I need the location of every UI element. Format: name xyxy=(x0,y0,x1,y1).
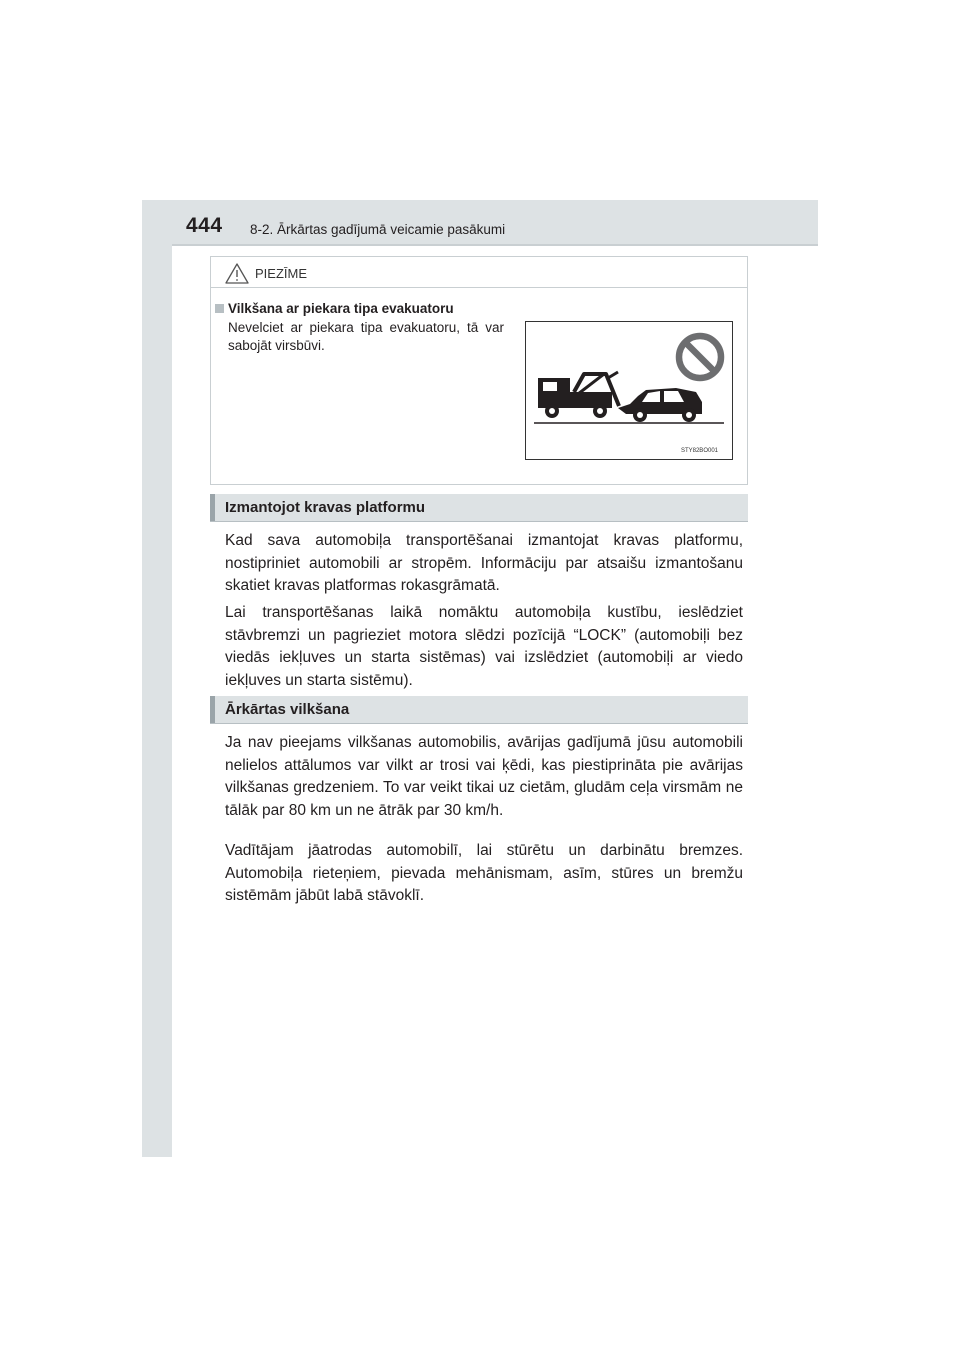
prohibited-icon xyxy=(679,336,721,378)
note-label: PIEZĪME xyxy=(255,266,308,281)
section-title: Ārkārtas vilkšana xyxy=(225,701,350,718)
section-bar xyxy=(210,494,215,521)
note-body: Nevelciet ar piekara tipa evakuatoru, tā var sabojāt virsbūvi. xyxy=(228,320,504,353)
section-bar xyxy=(210,696,215,723)
warning-triangle-icon xyxy=(225,263,249,289)
note-subtitle: Vilkšana ar piekara tipa evakuatoru xyxy=(228,301,454,316)
header-rule xyxy=(172,244,818,246)
tow-truck-icon xyxy=(538,372,619,418)
note-header xyxy=(211,257,747,288)
section-header-cargo-platform xyxy=(210,494,748,522)
car-icon xyxy=(618,388,702,422)
side-strip xyxy=(142,200,172,1157)
bullet-square xyxy=(215,304,224,313)
note-box xyxy=(210,256,748,485)
paragraph: Ja nav pieejams vilkšanas automobilis, avārijas gadījumā jūsu automobili nelielos attālumos var vilkt ar trosi vai ķēdi, kas piestiprināta pie avārijas vilkšanas gredzeniem. To var veikt tikai uz cietām, gludām ceļa virsmām ne tālāk par 80 km un ne ātrāk par 30 km/h. xyxy=(225,734,743,819)
tow-truck-figure xyxy=(525,321,733,460)
paragraph: Kad sava automobiļa transportēšanai izmantojat kravas platformu, nostipriniet automobili ar stropēm. Informāciju par atsaišu izmantošanu skatiet kravas platformas rokasgrāmatā. xyxy=(225,532,743,594)
figure-code: STY82BO001 xyxy=(680,448,718,454)
paragraph: Lai transportēšanas laikā nomāktu automobiļa kustību, ieslēdziet stāvbremzi un pagrieziet motora slēdzi pozīcijā “LOCK” (automobiļi bez viedās iekļuves un starta sistēmas) vai izslēdziet (automobiļi ar viedo iekļuves un starta sistēmu). xyxy=(225,604,743,689)
section-header-emergency-towing xyxy=(210,696,748,724)
section-title: Izmantojot kravas platformu xyxy=(225,499,426,516)
chapter-title: 8-2. Ārkārtas gadījumā veicamie pasākumi xyxy=(250,222,506,237)
page-number: 444 xyxy=(186,214,223,237)
paragraph: Vadītājam jāatrodas automobilī, lai stūrētu un darbinātu bremzes. Automobiļa rieteņiem, pievada mehānismam, asīm, stūres un bremžu sistēmām jābūt labā stāvoklī. xyxy=(225,842,743,904)
